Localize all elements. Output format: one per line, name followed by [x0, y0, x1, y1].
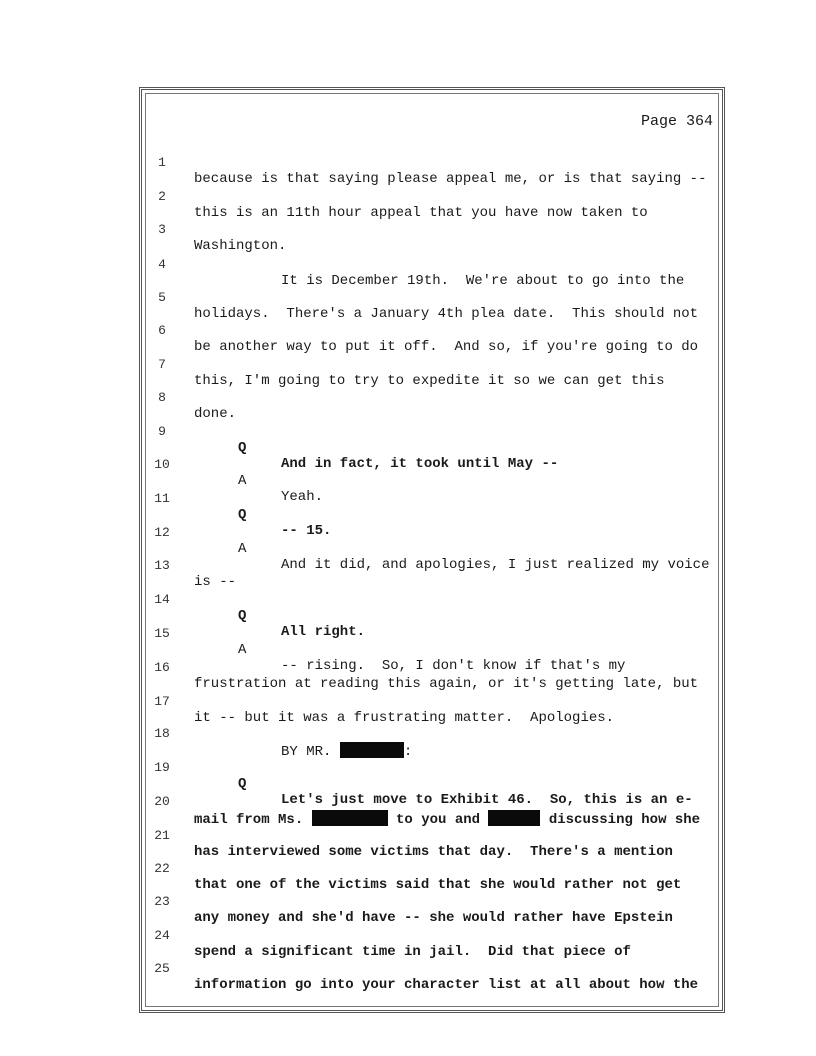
line-text: done. [194, 406, 237, 422]
question-mark: Q [238, 776, 247, 792]
question-mark: Q [238, 507, 247, 523]
line-number: 2 [158, 189, 166, 204]
line-text: spend a significant time in jail. Did that piece of [194, 944, 631, 960]
byline-text: BY MR. [281, 744, 340, 760]
line-number: 6 [158, 323, 166, 338]
answer-mark: A [238, 473, 247, 489]
line-text: And in fact, it took until May -- [281, 456, 559, 472]
line-text [281, 742, 412, 760]
line-number: 21 [154, 828, 170, 843]
line-text: Let's just move to Exhibit 46. So, this is an e- [281, 792, 693, 808]
line-text: -- rising. So, I don't know if that's my [281, 658, 626, 674]
page-number: Page 364 [640, 113, 713, 130]
line-text: Washington. [194, 238, 287, 254]
line-number: 4 [158, 257, 166, 272]
line-text: It is December 19th. We're about to go into the [281, 273, 685, 289]
line-text: And it did, and apologies, I just realized my voice [281, 557, 710, 573]
line-number: 18 [154, 726, 170, 741]
line-text: this, I'm going to try to expedite it so we can get this [194, 373, 665, 389]
transcript-line [0, 139, 707, 187]
line-number: 17 [154, 694, 170, 709]
redaction-block [488, 810, 540, 826]
line-number: 14 [154, 592, 170, 607]
line-text: is -- [194, 574, 237, 590]
answer-mark: A [238, 642, 247, 658]
line-text: it -- but it was a frustrating matter. Apologies. [194, 710, 615, 726]
line-text: that one of the victims said that she would rather not get [194, 877, 682, 893]
line-number: 11 [154, 491, 170, 506]
line-number: 15 [154, 626, 170, 641]
line-text: holidays. There's a January 4th plea date. This should not [194, 306, 699, 322]
transcript-line [0, 542, 237, 590]
line-number: 16 [154, 660, 170, 675]
line-number: 25 [154, 961, 170, 976]
line-text: has interviewed some victims that day. There's a mention [194, 844, 673, 860]
line-number: 10 [154, 457, 170, 472]
redaction-block [312, 810, 388, 826]
line-number: 3 [158, 222, 166, 237]
line-number: 22 [154, 861, 170, 876]
line-text [194, 810, 700, 828]
question-mark: Q [238, 608, 247, 624]
line-text: this is an 11th hour appeal that you have now taken to [194, 205, 648, 221]
answer-mark: A [238, 541, 247, 557]
line-text: be another way to put it off. And so, if you're going to do [194, 339, 699, 355]
transcript-line [0, 374, 237, 422]
line-text: Yeah. [281, 489, 324, 505]
line-number: 8 [158, 390, 166, 405]
line-text: -- 15. [281, 523, 332, 539]
byline-colon: : [403, 744, 413, 760]
line-number: 23 [154, 894, 170, 909]
line-text: frustration at reading this again, or it's getting late, but [194, 676, 699, 692]
line-text: All right. [281, 624, 366, 640]
line-number: 19 [154, 760, 170, 775]
line-number: 13 [154, 558, 170, 573]
line-text-part: mail from Ms. [194, 812, 312, 828]
line-number: 20 [154, 794, 170, 809]
question-mark: Q [238, 440, 247, 456]
line-number: 1 [158, 155, 166, 170]
line-text: because is that saying please appeal me, or is that saying -- [194, 171, 707, 187]
transcript-line [0, 206, 287, 254]
line-text-part: discussing how she [540, 812, 701, 828]
page-frame-inner [145, 93, 719, 1007]
line-number: 9 [158, 424, 166, 439]
line-number: 7 [158, 357, 166, 372]
line-text-part: to you and [387, 812, 489, 828]
line-text: any money and she'd have -- she would rather have Epstein [194, 910, 673, 926]
line-number: 24 [154, 928, 170, 943]
line-text: information go into your character list at all about how the [194, 977, 699, 993]
line-number: 12 [154, 525, 170, 540]
redaction-block [340, 742, 404, 758]
line-number: 5 [158, 290, 166, 305]
